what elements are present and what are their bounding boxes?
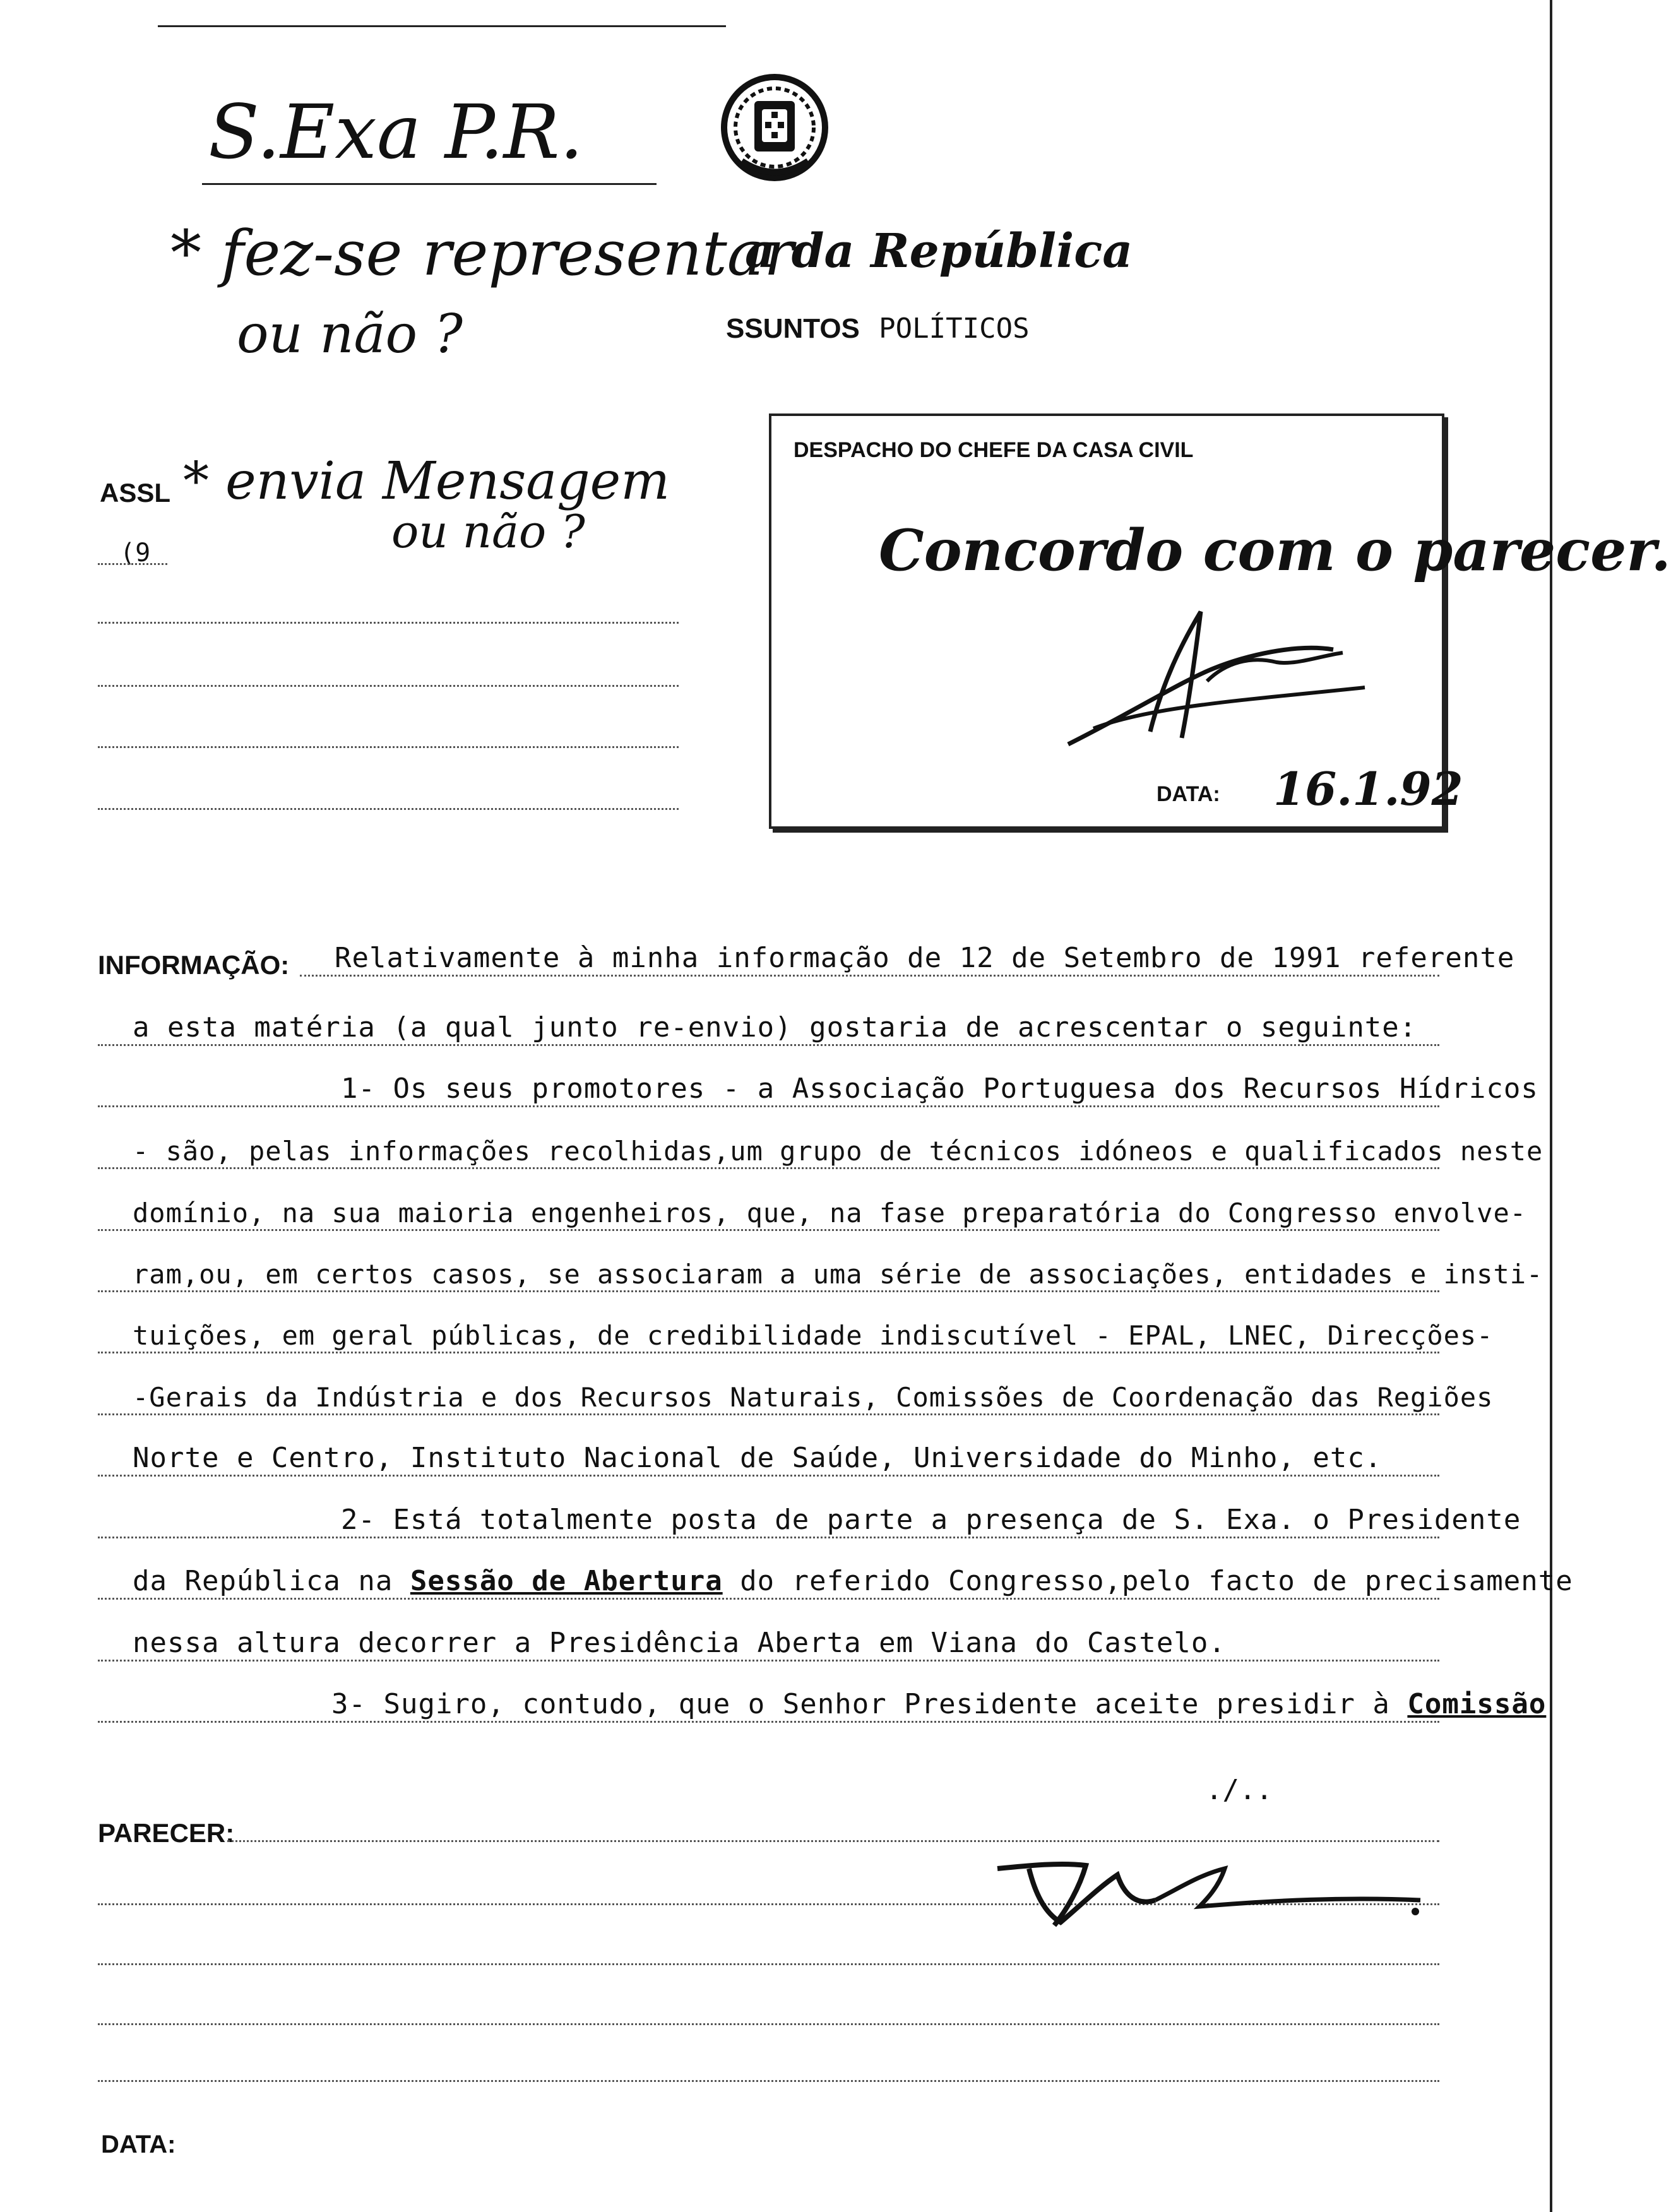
info-line-6 [98,1234,1543,1304]
info-text-7: tuições, em geral públicas, de credibilidade indiscutível - EPAL, LNEC, Direcções- [133,1320,1494,1351]
page-edge [1550,0,1552,2212]
info-text-11c: do referido Congresso,pelo facto de precisamente [740,1565,1573,1597]
top-rule [158,25,726,27]
parecer-signature [991,1850,1433,1932]
handwritten-note-or-not: ou não ? [237,303,463,365]
info-line-4 [98,1111,1543,1180]
left-dotline-1 [98,622,679,624]
info-line-8 [98,1357,1494,1427]
info-text-10: 2- Está totalmente posta de parte a presença de S. Exa. o Presidente [341,1504,1521,1536]
info-text-11a: da República na [133,1565,393,1597]
footer-date-label: DATA: [101,2131,176,2158]
ref-dotline [98,563,167,565]
info-line-7 [98,1295,1494,1365]
department-word-2: POLÍTICOS [879,312,1030,345]
info-text-11 [133,1565,1573,1597]
info-text-6: ram,ou, em certos casos, se associaram a uma série de associações, entidades e insti- [133,1259,1543,1290]
info-text-4: - são, pelas informações recolhidas,um grupo de técnicos idóneos e qualificados neste [133,1136,1543,1167]
sessao-de-abertura-emphasis: Sessão de Abertura [410,1565,723,1597]
left-dotline-4 [98,808,679,810]
despacho-title: DESPACHO DO CHEFE DA CASA CIVIL [794,438,1194,462]
info-text-8: -Gerais da Indústria e dos Recursos Naturais, Comissões de Coordenação das Regiões [133,1382,1494,1413]
handwritten-note-message: * envia Mensagem [183,451,670,511]
parecer-dotline-5 [98,2080,1439,2082]
portuguese-coat-of-arms-icon [720,73,830,183]
info-text-3: 1- Os seus promotores - a Associação Portuguesa dos Recursos Hídricos [341,1073,1538,1105]
despacho-signature [1056,605,1371,751]
info-line-12 [98,1603,1439,1673]
department-label [726,312,1030,345]
parecer-dotline-4 [98,2023,1439,2025]
assunto-label: ASSL [100,478,171,508]
info-text-13 [331,1688,1546,1720]
despacho-date-value: 16.1.92 [1273,762,1463,816]
left-dotline-2 [98,685,679,687]
info-line-5 [98,1173,1527,1242]
despacho-box [769,413,1671,829]
info-line-11 [98,1542,1573,1611]
info-line-10 [98,1480,1521,1550]
parecer-dotline-3 [98,1963,1439,1965]
info-line-9 [98,1418,1439,1488]
department-word-1: SSUNTOS [726,313,860,344]
left-dotline-3 [98,746,679,748]
info-line-2 [98,988,1439,1057]
info-line-3 [98,1049,1538,1119]
info-text-2: a esta matéria (a qual junto re-envio) gostaria de acrescentar o seguinte: [133,1011,1417,1044]
office-title: a da República [745,224,1133,278]
info-line-13 [98,1665,1547,1734]
info-text-13a: 3- Sugiro, contudo, que o Senhor Presidente aceite presidir à [331,1688,1390,1720]
handwritten-note-representation: * fez-se representar [170,218,794,290]
info-text-1: Relativamente à minha informação de 12 de Setembro de 1991 referente [335,942,1515,974]
despacho-handwritten-text: Concordo com o parecer. [879,517,1671,584]
info-text-5: domínio, na sua maioria engenheiros, que, na fase preparatória do Congresso envolve- [133,1198,1527,1228]
addressee-underline [202,183,657,185]
despacho-date-label: DATA: [1157,782,1220,806]
parecer-label: PARECER: [98,1818,235,1848]
continuation-mark: ./.. [1206,1774,1273,1806]
informacao-label: INFORMAÇÃO: [98,950,290,980]
info-text-9: Norte e Centro, Instituto Nacional de Saúde, Universidade do Minho, etc. [133,1442,1383,1474]
handwritten-addressee: S.Exa P.R. [208,88,584,175]
parecer-dotline-1 [227,1840,1439,1842]
reference-number: (9 [120,538,151,568]
handwritten-note-or-not-2: ou não ? [391,505,585,558]
comissao-emphasis: Comissão [1407,1688,1547,1720]
info-line-1 [98,919,1515,988]
info-text-12: nessa altura decorrer a Presidência Aberta em Viana do Castelo. [133,1627,1226,1659]
